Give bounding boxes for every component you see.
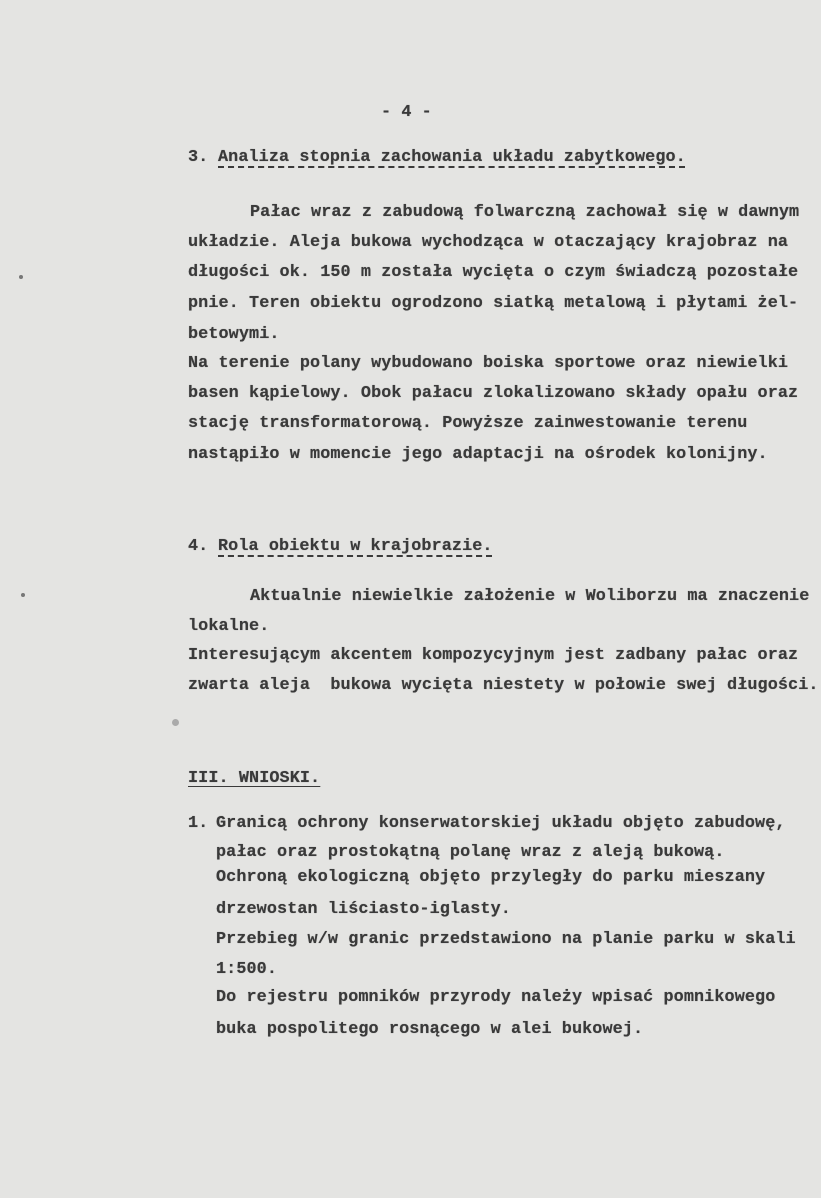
list-item-line: Do rejestru pomników przyrody należy wpisać pomnikowego: [216, 988, 776, 1007]
section-3-heading: Analiza stopnia zachowania układu zabytkowego.: [218, 148, 686, 167]
list-item-line: Granicą ochrony konserwatorskiej układu objęto zabudowę,: [216, 814, 786, 833]
paragraph-line: zwarta aleja bukowa wycięta niestety w połowie swej długości.: [188, 676, 819, 695]
paragraph-line: stację transformatorową. Powyższe zainwestowanie terenu: [188, 414, 748, 433]
paragraph-line: lokalne.: [188, 617, 270, 636]
paragraph-line: układzie. Aleja bukowa wychodząca w otaczający krajobraz na: [188, 233, 789, 252]
section-3-number: 3.: [188, 148, 209, 167]
paragraph-line: betowymi.: [188, 325, 280, 344]
list-item-line: buka pospolitego rosnącego w alei bukowej.: [216, 1020, 644, 1039]
punch-hole-mark: [172, 719, 179, 726]
paragraph-line: Na terenie polany wybudowano boiska sportowe oraz niewielki: [188, 354, 789, 373]
page-number: - 4 -: [381, 103, 432, 122]
list-item-line: pałac oraz prostokątną polanę wraz z aleją bukową.: [216, 843, 725, 862]
paragraph-line: długości ok. 150 m została wycięta o czym świadczą pozostałe: [188, 263, 799, 282]
paragraph-line: Interesującym akcentem kompozycyjnym jest zadbany pałac oraz: [188, 646, 799, 665]
list-item-number: 1.: [188, 814, 209, 833]
paragraph-line: pnie. Teren obiektu ogrodzono siatką metalową i płytami żel-: [188, 294, 799, 313]
paragraph-line: nastąpiło w momencie jego adaptacji na ośrodek kolonijny.: [188, 445, 768, 464]
paragraph-line: Aktualnie niewielkie założenie w Woliborzu ma znaczenie: [250, 587, 810, 606]
list-item-line: Przebieg w/w granic przedstawiono na planie parku w skali: [216, 930, 796, 949]
section-4-heading: Rola obiektu w krajobrazie.: [218, 537, 493, 556]
paragraph-line: basen kąpielowy. Obok pałacu zlokalizowano składy opału oraz: [188, 384, 799, 403]
section-4-number: 4.: [188, 537, 209, 556]
scan-speck: [21, 593, 25, 597]
scan-speck: [19, 275, 23, 279]
list-item-line: Ochroną ekologiczną objęto przyległy do parku mieszany: [216, 868, 766, 887]
conclusions-heading: III. WNIOSKI.: [188, 769, 321, 788]
list-item-line: 1:500.: [216, 960, 278, 979]
list-item-line: drzewostan liściasto-iglasty.: [216, 900, 511, 919]
paragraph-line: Pałac wraz z zabudową folwarczną zachował się w dawnym: [250, 203, 800, 222]
